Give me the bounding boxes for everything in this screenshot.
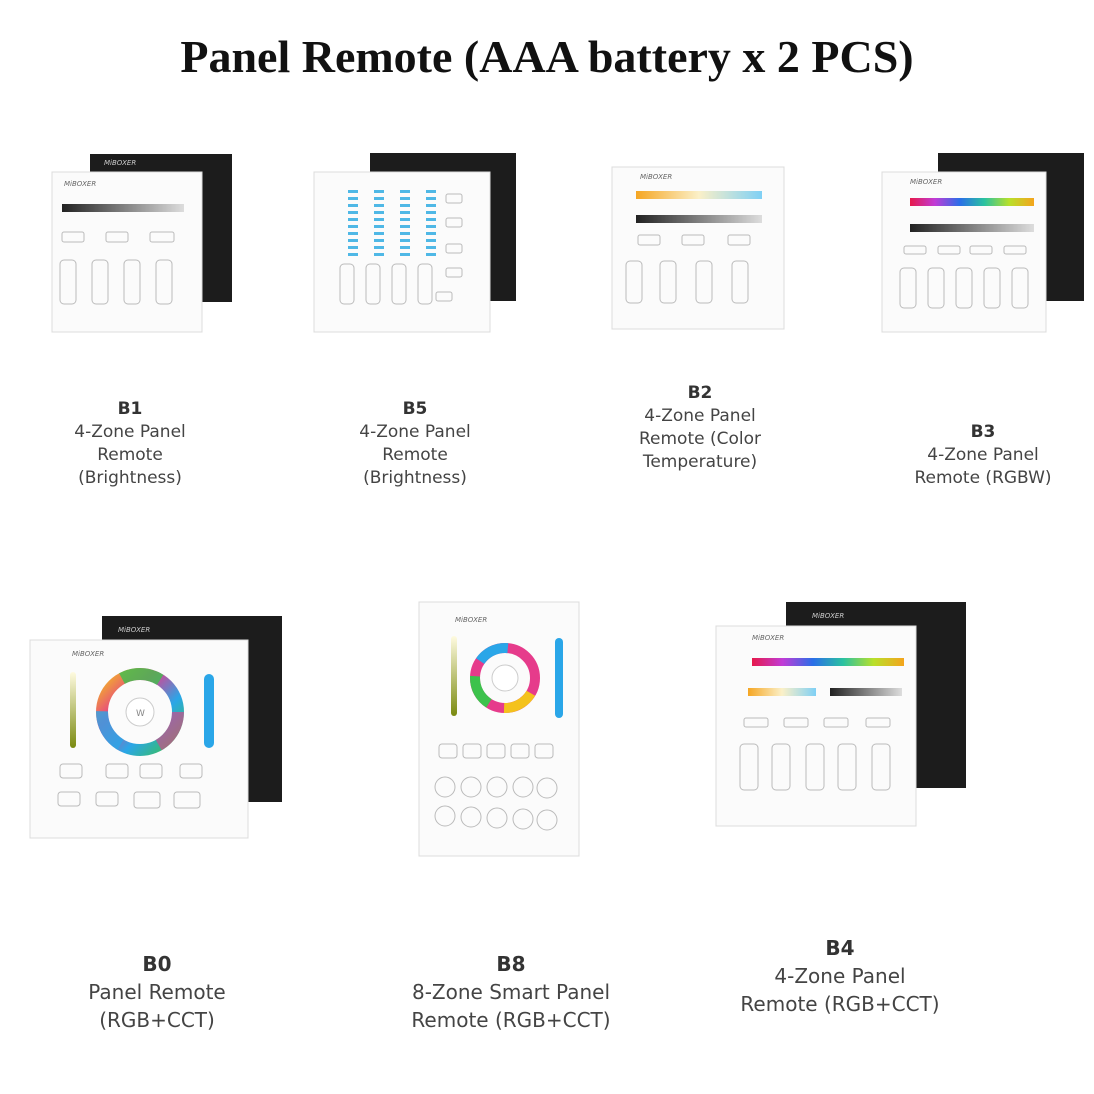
- product-desc-line: Remote (RGBW): [914, 468, 1052, 488]
- product-b2: [610, 165, 790, 335]
- cct-slider: [70, 672, 76, 748]
- brand-logo: MiBOXER: [455, 616, 488, 624]
- svg-text:W: W: [136, 709, 145, 719]
- product-code: B0: [142, 952, 172, 976]
- b1-panel-image: [50, 150, 240, 340]
- rgb-bar: [752, 658, 904, 666]
- product-b0: [28, 612, 298, 842]
- color-temperature-bar: [636, 191, 762, 199]
- product-code: B8: [496, 952, 526, 976]
- product-code: B2: [687, 383, 713, 403]
- product-desc-line: 8-Zone Smart Panel: [411, 980, 611, 1004]
- product-b4: [712, 600, 974, 830]
- brightness-slider: [204, 674, 214, 748]
- color-temperature-bar: [748, 688, 816, 696]
- brand-logo: MiBOXER: [752, 634, 785, 642]
- product-desc-line: (RGB+CCT): [99, 1008, 215, 1032]
- front-plate: [716, 626, 916, 826]
- b8-panel-image: [415, 600, 585, 862]
- front-plate: [314, 172, 490, 332]
- product-desc-line: (Brightness): [78, 468, 182, 488]
- caption-b2: [608, 382, 792, 474]
- front-plate: [52, 172, 202, 332]
- front-plate: [419, 602, 579, 856]
- b0-panel-image: [28, 612, 298, 842]
- product-desc-line: 4-Zone Panel: [774, 964, 906, 988]
- product-code: B5: [402, 399, 428, 419]
- product-desc-line: Remote (RGB+CCT): [411, 1008, 611, 1032]
- brand-logo: MiBOXER: [910, 178, 943, 186]
- caption-b0: [52, 950, 262, 1034]
- rgb-bar: [910, 198, 1034, 206]
- caption-b8: [380, 950, 642, 1034]
- caption-b1: [40, 398, 220, 490]
- product-desc-line: 4-Zone Panel: [359, 422, 471, 442]
- page-title: Panel Remote (AAA battery x 2 PCS): [180, 31, 914, 82]
- b5-panel-image: [312, 150, 522, 340]
- product-desc-line: Remote (Color: [638, 429, 761, 449]
- brand-logo: MiBOXER: [640, 173, 673, 181]
- brand-logo: MiBOXER: [72, 650, 105, 658]
- product-desc-line: 4-Zone Panel: [927, 445, 1039, 465]
- product-code: B3: [970, 422, 996, 442]
- caption-b4: [718, 934, 962, 1018]
- product-desc-line: Remote: [382, 445, 448, 465]
- cct-slider: [451, 636, 457, 716]
- brand-logo: MiBOXER: [64, 180, 97, 188]
- product-desc-line: Remote (RGB+CCT): [740, 992, 940, 1016]
- brand-logo-back: MiBOXER: [104, 159, 137, 167]
- product-desc-line: (Brightness): [363, 468, 467, 488]
- brightness-bar: [910, 224, 1034, 232]
- b3-panel-image: [880, 150, 1090, 340]
- b2-panel-image: [610, 165, 790, 335]
- product-desc-line: 4-Zone Panel: [74, 422, 186, 442]
- product-b5: [312, 150, 522, 340]
- product-desc-line: 4-Zone Panel: [644, 406, 756, 426]
- product-desc-line: Remote: [97, 445, 163, 465]
- product-code: B4: [825, 936, 855, 960]
- caption-b5: [325, 398, 505, 490]
- brightness-slider: [555, 638, 563, 718]
- caption-b3: [888, 421, 1078, 490]
- brightness-bar: [636, 215, 762, 223]
- brightness-bar: [830, 688, 902, 696]
- product-code: B1: [117, 399, 143, 419]
- brightness-bar: [62, 204, 184, 212]
- product-desc-line: Panel Remote: [88, 980, 226, 1004]
- product-desc-line: Temperature): [642, 452, 758, 472]
- brand-logo-back: MiBOXER: [812, 612, 845, 620]
- b4-panel-image: [712, 600, 974, 830]
- brand-logo-back: MiBOXER: [118, 626, 151, 634]
- product-b8: [415, 600, 585, 862]
- white-button: [492, 665, 518, 691]
- product-b1: [50, 150, 240, 340]
- product-b3: [880, 150, 1090, 340]
